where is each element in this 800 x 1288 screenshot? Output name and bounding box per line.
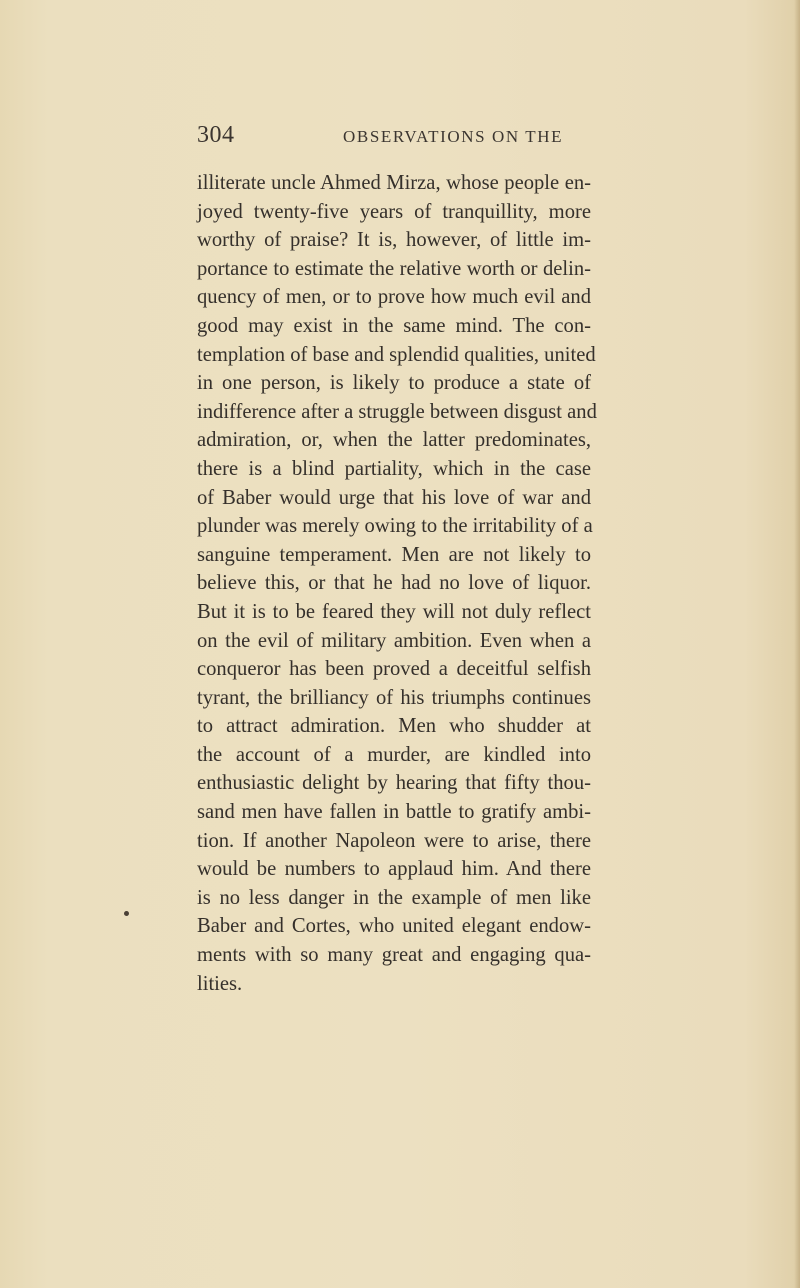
text-line: ments with so many great and engaging qua-	[197, 944, 591, 967]
text-line: sand men have fallen in battle to gratify ambi-	[197, 801, 591, 824]
body-paragraph	[197, 169, 597, 998]
text-line: good may exist in the same mind. The con-	[197, 314, 591, 337]
text-line: in one person, is likely to produce a state of	[197, 372, 591, 395]
text-line: lities.	[197, 972, 243, 995]
text-line: tion. If another Napoleon were to arise, there	[197, 829, 591, 852]
text-line: tyrant, the brilliancy of his triumphs continues	[197, 686, 591, 709]
page-header	[197, 122, 591, 152]
page-number: 304	[197, 122, 235, 148]
text-line: on the evil of military ambition. Even when a	[197, 629, 591, 652]
text-line: indifference after a struggle between disgust and	[197, 400, 597, 423]
text-line: the account of a murder, are kindled into	[197, 743, 591, 766]
page-edge-shadow	[794, 0, 800, 1288]
ink-speck	[124, 911, 129, 916]
text-line: Baber and Cortes, who united elegant endow-	[197, 915, 591, 938]
text-line: enthusiastic delight by hearing that fifty thou-	[197, 772, 591, 795]
text-line: illiterate uncle Ahmed Mirza, whose people en-	[197, 172, 591, 194]
text-line: templation of base and splendid qualities, united	[197, 343, 596, 366]
text-line: plunder was merely owing to the irritability of a	[197, 515, 593, 538]
running-head: OBSERVATIONS ON THE	[343, 127, 564, 146]
text-line: worthy of praise? It is, however, of little im-	[197, 229, 591, 252]
text-line: believe this, or that he had no love of liquor.	[197, 572, 591, 595]
text-line: sanguine temperament. Men are not likely to	[197, 543, 591, 566]
text-line: is no less danger in the example of men like	[197, 886, 591, 909]
text-line: to attract admiration. Men who shudder at	[197, 715, 591, 738]
text-line: would be numbers to applaud him. And there	[197, 858, 591, 881]
text-line: of Baber would urge that his love of war and	[197, 486, 591, 509]
text-line: admiration, or, when the latter predominates,	[197, 429, 591, 452]
text-line: joyed twenty-five years of tranquillity, more	[197, 200, 591, 223]
text-line: there is a blind partiality, which in the case	[197, 457, 591, 480]
text-line: quency of men, or to prove how much evil and	[197, 286, 591, 309]
text-line: But it is to be feared they will not duly reflect	[197, 600, 591, 623]
text-line: portance to estimate the relative worth or delin-	[197, 257, 591, 280]
text-line: conqueror has been proved a deceitful selfish	[197, 658, 591, 681]
